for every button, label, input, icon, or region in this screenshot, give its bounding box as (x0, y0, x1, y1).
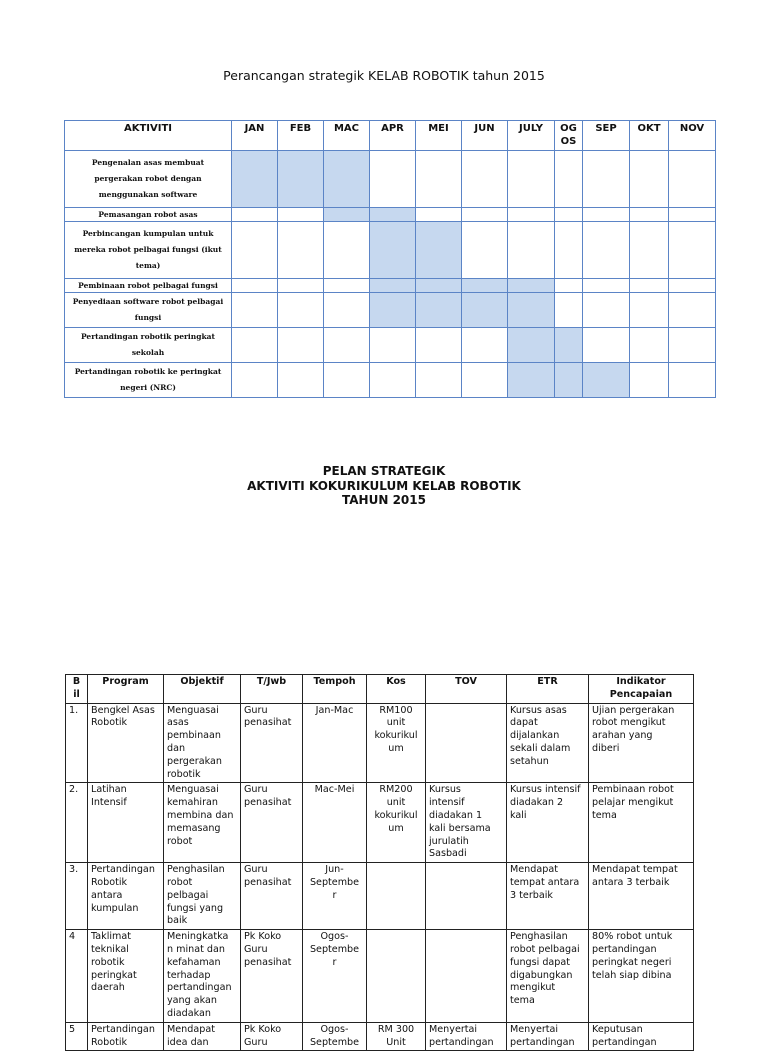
gantt-month-cell (669, 363, 716, 398)
gantt-month-cell (669, 208, 716, 222)
gantt-month-cell (508, 222, 555, 279)
gantt-month-cell (416, 279, 462, 293)
gantt-row (65, 151, 716, 208)
plan-title (0, 464, 768, 508)
plan-cell: Ujian pergerakan robot mengikut arahan yang diberi (589, 703, 694, 783)
gantt-header-month: JAN (232, 121, 278, 151)
gantt-header-month: APR (370, 121, 416, 151)
plan-cell: Penghasilan robot pelbagai fungsi dapat digabungkan mengikut tema (507, 930, 589, 1023)
gantt-month-cell (370, 208, 416, 222)
plan-table (65, 674, 694, 1051)
gantt-activity-label: Perbincangan kumpulan untuk mereka robot pelbagai fungsi (ikut tema) (65, 222, 232, 279)
plan-cell: Pertandingan Robotik antara kumpulan (88, 863, 164, 930)
plan-header-cell: TOV (426, 675, 507, 704)
gantt-header-activity: AKTIVITI (65, 121, 232, 151)
plan-cell: Guru penasihat (241, 703, 303, 783)
plan-cell: 4 (66, 930, 88, 1023)
gantt-month-cell (462, 279, 508, 293)
plan-cell: Mendapat idea dan (164, 1022, 241, 1051)
gantt-month-cell (583, 222, 630, 279)
plan-cell: Bengkel Asas Robotik (88, 703, 164, 783)
gantt-month-cell (462, 151, 508, 208)
plan-cell: Jun- Septembe r (303, 863, 367, 930)
plan-row (66, 1022, 694, 1051)
gantt-month-cell (370, 279, 416, 293)
plan-cell: Ogos- Septembe r (303, 930, 367, 1023)
gantt-month-cell (555, 293, 583, 328)
plan-header-cell: Kos (367, 675, 426, 704)
gantt-month-cell (630, 363, 669, 398)
gantt-month-cell (508, 151, 555, 208)
gantt-month-cell (630, 293, 669, 328)
plan-cell: Kursus asas dapat dijalankan sekali dalam setahun (507, 703, 589, 783)
plan-cell (367, 863, 426, 930)
gantt-row (65, 363, 716, 398)
plan-header-cell: Tempoh (303, 675, 367, 704)
gantt-activity-label: Pertandingan robotik peringkat sekolah (65, 328, 232, 363)
gantt-month-cell (416, 208, 462, 222)
plan-title-line3: TAHUN 2015 (342, 493, 426, 507)
gantt-month-cell (669, 279, 716, 293)
gantt-header-month: OG OS (555, 121, 583, 151)
gantt-month-cell (324, 222, 370, 279)
plan-cell (426, 863, 507, 930)
gantt-month-cell (324, 208, 370, 222)
gantt-row (65, 293, 716, 328)
plan-cell (426, 703, 507, 783)
plan-cell: Pk Koko Guru (241, 1022, 303, 1051)
plan-cell: Kursus intensif diadakan 2 kali (507, 783, 589, 863)
plan-cell: Jan-Mac (303, 703, 367, 783)
gantt-month-cell (583, 363, 630, 398)
plan-header-cell: Indikator Pencapaian (589, 675, 694, 704)
plan-cell: Pk Koko Guru penasihat (241, 930, 303, 1023)
gantt-month-cell (232, 363, 278, 398)
gantt-month-cell (462, 363, 508, 398)
gantt-month-cell (370, 151, 416, 208)
plan-cell: Guru penasihat (241, 783, 303, 863)
plan-cell: 1. (66, 703, 88, 783)
gantt-month-cell (278, 222, 324, 279)
gantt-month-cell (630, 328, 669, 363)
gantt-month-cell (324, 279, 370, 293)
gantt-month-cell (555, 208, 583, 222)
gantt-header-month: FEB (278, 121, 324, 151)
gantt-month-cell (669, 328, 716, 363)
gantt-header-month: MAC (324, 121, 370, 151)
plan-cell: Mac-Mei (303, 783, 367, 863)
gantt-month-cell (324, 151, 370, 208)
gantt-month-cell (370, 222, 416, 279)
gantt-month-cell (232, 328, 278, 363)
plan-header-cell: Objektif (164, 675, 241, 704)
gantt-row (65, 328, 716, 363)
plan-cell (367, 930, 426, 1023)
gantt-month-cell (462, 208, 508, 222)
plan-cell: RM200 unit kokurikul um (367, 783, 426, 863)
gantt-month-cell (370, 328, 416, 363)
gantt-month-cell (324, 293, 370, 328)
gantt-month-cell (583, 151, 630, 208)
gantt-month-cell (416, 222, 462, 279)
gantt-month-cell (416, 328, 462, 363)
plan-cell: 2. (66, 783, 88, 863)
gantt-month-cell (278, 363, 324, 398)
plan-cell: 5 (66, 1022, 88, 1051)
gantt-month-cell (416, 363, 462, 398)
plan-header-cell: B il (66, 675, 88, 704)
plan-cell: Menyertai pertandingan (507, 1022, 589, 1051)
plan-title-line2: AKTIVITI KOKURIKULUM KELAB ROBOTIK (247, 478, 521, 493)
gantt-month-cell (630, 279, 669, 293)
gantt-month-cell (232, 208, 278, 222)
plan-header-cell: ETR (507, 675, 589, 704)
gantt-month-cell (669, 151, 716, 208)
plan-row (66, 863, 694, 930)
gantt-month-cell (630, 151, 669, 208)
plan-row (66, 783, 694, 863)
gantt-month-cell (583, 208, 630, 222)
gantt-month-cell (508, 293, 555, 328)
gantt-activity-label: Pembinaan robot pelbagai fungsi (65, 279, 232, 293)
gantt-activity-label: Pemasangan robot asas (65, 208, 232, 222)
gantt-month-cell (630, 208, 669, 222)
gantt-month-cell (462, 328, 508, 363)
gantt-activity-label: Pertandingan robotik ke peringkat negeri (NRC) (65, 363, 232, 398)
plan-cell: Ogos- Septembe (303, 1022, 367, 1051)
gantt-month-cell (232, 151, 278, 208)
gantt-month-cell (583, 279, 630, 293)
gantt-month-cell (232, 279, 278, 293)
gantt-header-month: JUN (462, 121, 508, 151)
gantt-month-cell (416, 151, 462, 208)
gantt-month-cell (583, 328, 630, 363)
gantt-month-cell (555, 328, 583, 363)
plan-cell: Meningkatka n minat dan kefahaman terhadap pertandingan yang akan diadakan (164, 930, 241, 1023)
plan-cell: 80% robot untuk pertandingan peringkat negeri telah siap dibina (589, 930, 694, 1023)
plan-cell: RM100 unit kokurikul um (367, 703, 426, 783)
gantt-row (65, 208, 716, 222)
gantt-month-cell (278, 279, 324, 293)
gantt-month-cell (324, 363, 370, 398)
schedule-title: Perancangan strategik KELAB ROBOTIK tahun 2015 (223, 68, 545, 83)
plan-cell: Keputusan pertandingan (589, 1022, 694, 1051)
gantt-month-cell (462, 293, 508, 328)
gantt-month-cell (508, 363, 555, 398)
plan-cell: Penghasilan robot pelbagai fungsi yang baik (164, 863, 241, 930)
gantt-header-month: OKT (630, 121, 669, 151)
plan-header-cell: T/Jwb (241, 675, 303, 704)
gantt-month-cell (232, 293, 278, 328)
plan-cell (426, 930, 507, 1023)
gantt-activity-label: Penyediaan software robot pelbagai fungsi (65, 293, 232, 328)
plan-cell: 3. (66, 863, 88, 930)
plan-cell: Mendapat tempat antara 3 terbaik (507, 863, 589, 930)
plan-title-line1: PELAN STRATEGIK (322, 464, 446, 478)
gantt-header-month: SEP (583, 121, 630, 151)
plan-cell: Kursus intensif diadakan 1 kali bersama jurulatih Sasbadi (426, 783, 507, 863)
gantt-row (65, 222, 716, 279)
gantt-month-cell (278, 151, 324, 208)
plan-cell: Pertandingan Robotik (88, 1022, 164, 1051)
plan-cell: Taklimat teknikal robotik peringkat daerah (88, 930, 164, 1023)
gantt-header-month: MEI (416, 121, 462, 151)
gantt-month-cell (630, 222, 669, 279)
gantt-month-cell (370, 293, 416, 328)
gantt-row (65, 279, 716, 293)
plan-header-cell: Program (88, 675, 164, 704)
gantt-header-month: JULY (508, 121, 555, 151)
plan-cell: Mendapat tempat antara 3 terbaik (589, 863, 694, 930)
gantt-month-cell (508, 208, 555, 222)
plan-cell: Menguasai kemahiran membina dan memasang robot (164, 783, 241, 863)
gantt-month-cell (416, 293, 462, 328)
plan-cell: Menguasai asas pembinaan dan pergerakan robotik (164, 703, 241, 783)
schedule-table (64, 120, 716, 398)
gantt-month-cell (278, 328, 324, 363)
gantt-month-cell (669, 222, 716, 279)
gantt-month-cell (278, 293, 324, 328)
gantt-month-cell (555, 279, 583, 293)
gantt-month-cell (669, 293, 716, 328)
gantt-month-cell (324, 328, 370, 363)
gantt-month-cell (583, 293, 630, 328)
gantt-month-cell (508, 279, 555, 293)
plan-cell: Menyertai pertandingan (426, 1022, 507, 1051)
gantt-month-cell (555, 222, 583, 279)
gantt-month-cell (232, 222, 278, 279)
gantt-month-cell (462, 222, 508, 279)
gantt-header-month: NOV (669, 121, 716, 151)
plan-row (66, 703, 694, 783)
plan-row (66, 930, 694, 1023)
plan-cell: Guru penasihat (241, 863, 303, 930)
gantt-month-cell (508, 328, 555, 363)
plan-cell: Latihan Intensif (88, 783, 164, 863)
plan-cell: Pembinaan robot pelajar mengikut tema (589, 783, 694, 863)
gantt-month-cell (555, 151, 583, 208)
gantt-month-cell (555, 363, 583, 398)
gantt-month-cell (278, 208, 324, 222)
gantt-month-cell (370, 363, 416, 398)
gantt-activity-label: Pengenalan asas membuat pergerakan robot dengan menggunakan software (65, 151, 232, 208)
plan-cell: RM 300 Unit (367, 1022, 426, 1051)
